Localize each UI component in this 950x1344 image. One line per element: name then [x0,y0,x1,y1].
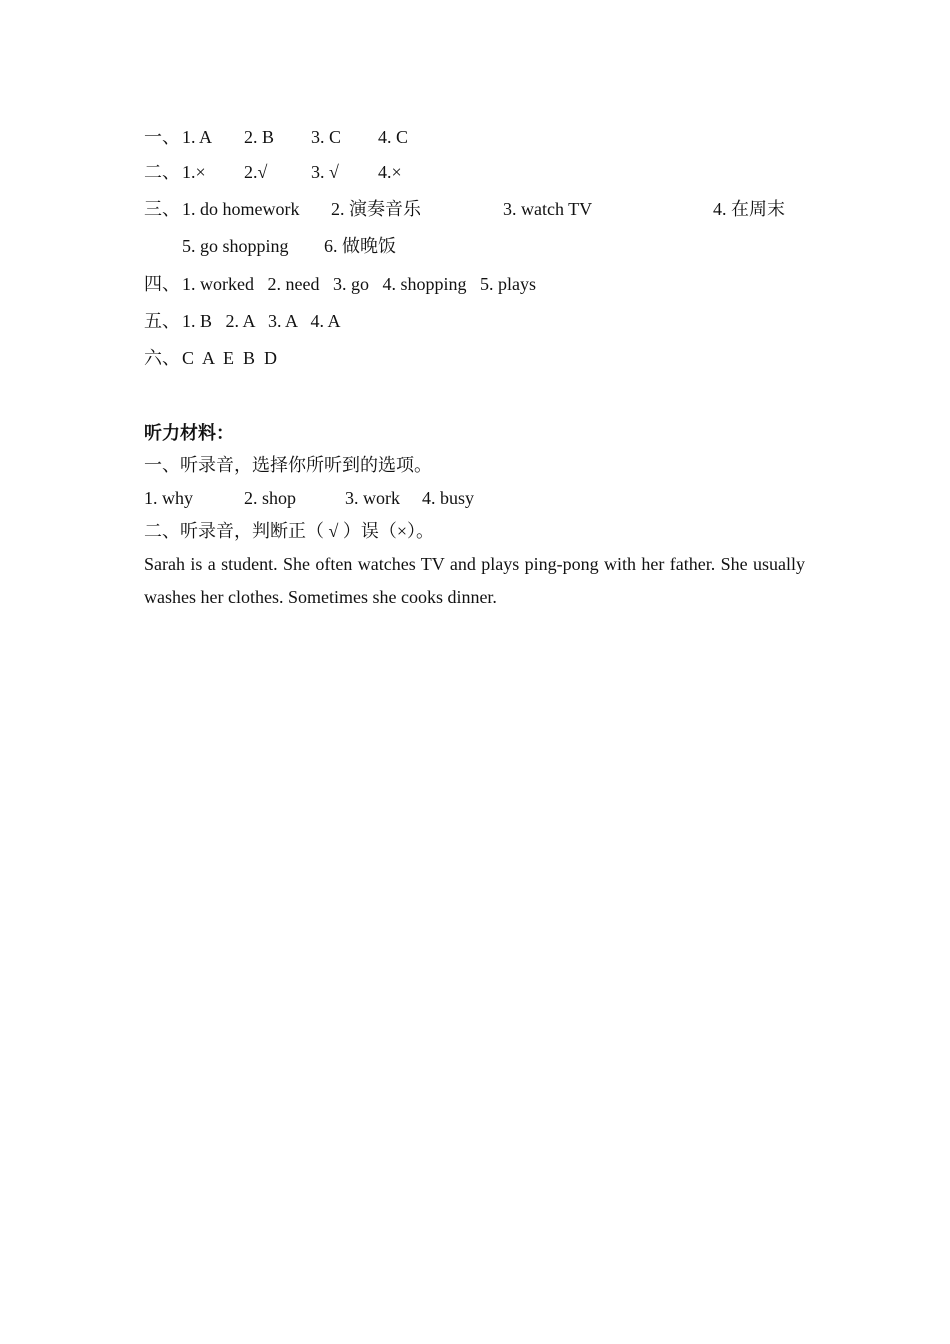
listening-q2-passage: Sarah is a student. She often watches TV and plays ping-pong with her father. She usually washes her clothes. Sometimes she cooks dinner. [144,554,805,607]
answer-item: 2.√ [244,162,268,182]
listening-q2-instruction: 二、听录音，判断正（ √ ）误（×）。 [144,521,435,541]
answer-text: 1. worked 2. need 3. go 4. shopping 5. plays [182,274,536,294]
section-prefix: 三、 [144,199,180,219]
answer-item: 3. watch TV [503,199,593,219]
answer-item: 1.× [182,162,206,182]
answer-item: 6. 做晚饭 [324,236,396,256]
answer-item: 1. do homework [182,199,300,219]
answer-item: 4. 在周末 [713,199,785,219]
answer-text: C A E B D [182,348,278,368]
section-prefix: 五、 [144,311,180,331]
answer-item: 2. B [244,127,275,147]
listening-item: 4. busy [422,488,475,508]
answer-item: 4. C [378,127,409,147]
answer-item: 4.× [378,162,402,182]
answer-text: 1. B 2. A 3. A 4. A [182,311,341,331]
listening-item: 1. why [144,488,193,508]
section-prefix: 一、 [144,127,180,147]
answer-item: 2. 演奏音乐 [331,199,421,219]
answer-item: 5. go shopping [182,236,289,256]
section-prefix: 四、 [144,274,180,294]
listening-q1-instruction: 一、听录音，选择你所听到的选项。 [144,455,432,475]
section-prefix: 二、 [144,162,180,182]
answer-item: 3. C [311,127,342,147]
listening-heading: 听力材料： [144,423,234,443]
answer-item: 1. A [182,127,213,147]
listening-item: 2. shop [244,488,297,508]
listening-item: 3. work [345,488,400,508]
answer-item: 3. √ [311,162,339,182]
section-prefix: 六、 [144,348,180,368]
